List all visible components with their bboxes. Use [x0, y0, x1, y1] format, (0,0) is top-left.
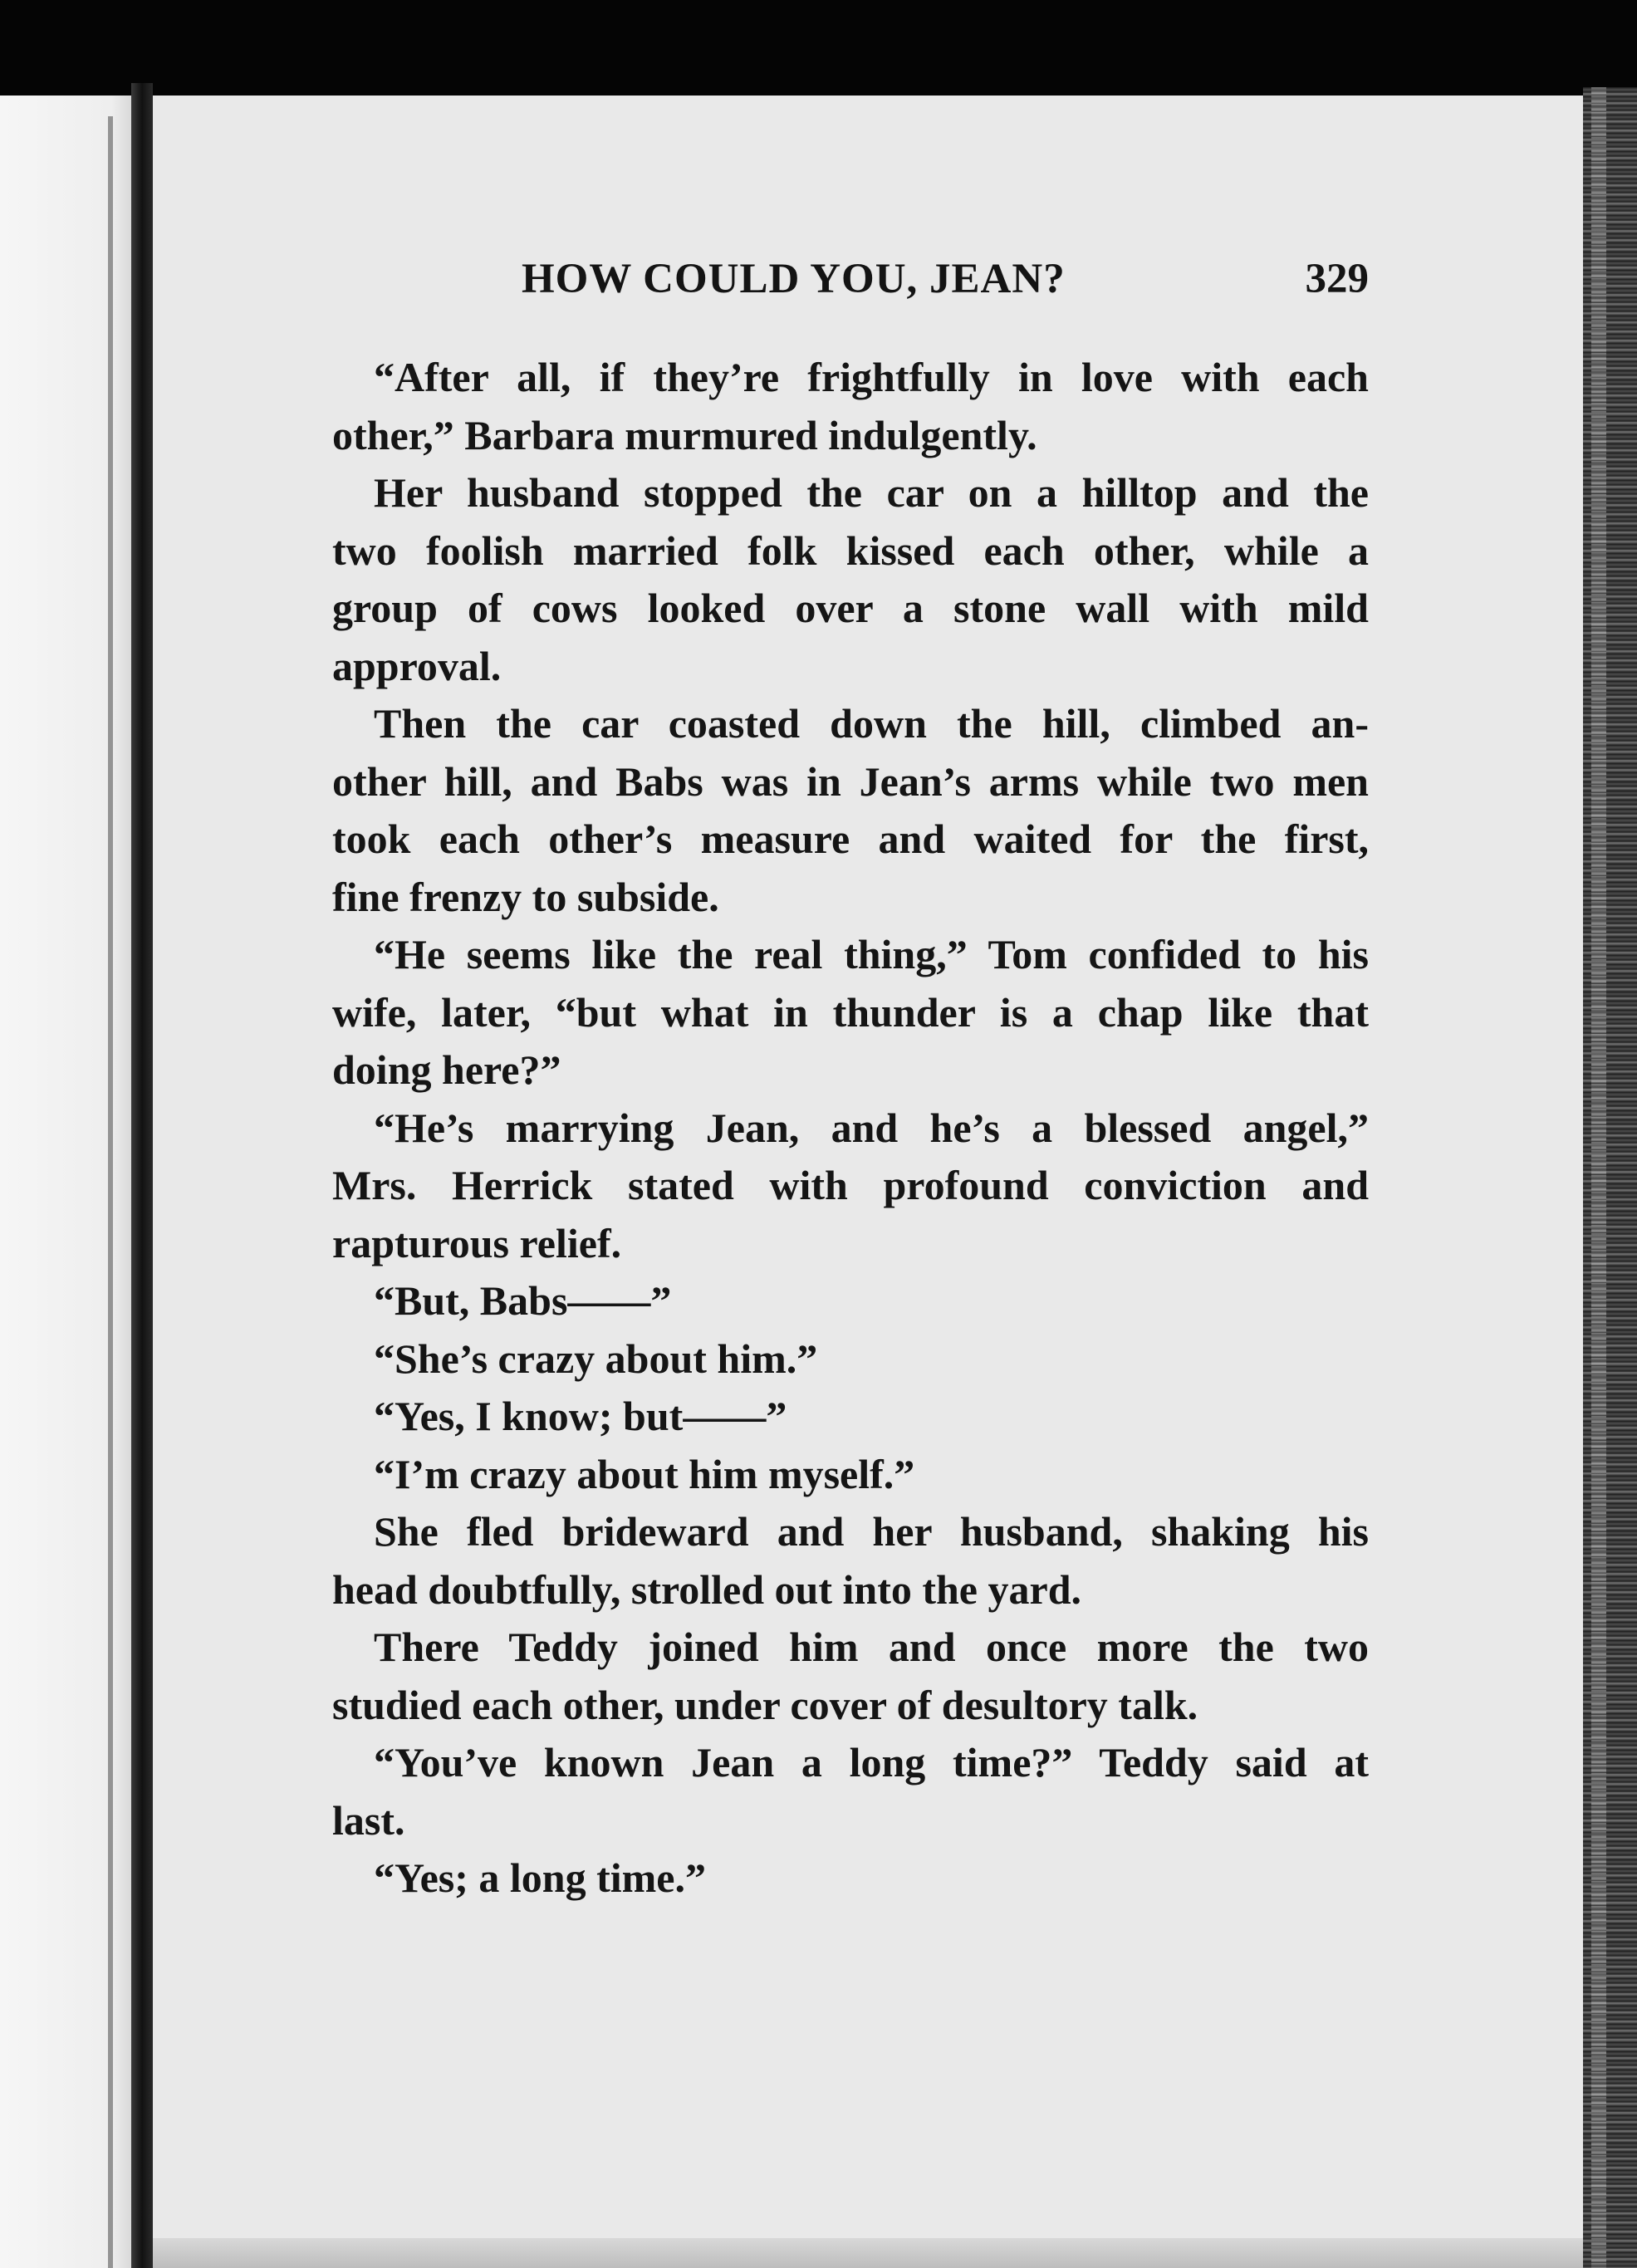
text-line: group of cows looked over a stone wall with mild: [332, 585, 1369, 631]
body-text: [332, 349, 1369, 1908]
text-line: “Yes, I know; but——”: [374, 1393, 787, 1439]
text-line: “She’s crazy about him.”: [374, 1335, 818, 1382]
text-line: “He seems like the real thing,” Tom confided to his: [374, 931, 1369, 977]
running-title: HOW COULD YOU, JEAN?: [522, 256, 1066, 302]
book-spine: [131, 83, 153, 2268]
text-line: other,” Barbara murmured indulgently.: [332, 411, 1037, 458]
text-line: took each other’s measure and waited for the first,: [332, 816, 1369, 862]
text-line: “But, Babs——”: [374, 1277, 672, 1324]
text-line: rapturous relief.: [332, 1219, 622, 1266]
text-line: “He’s marrying Jean, and he’s a blessed angel,”: [374, 1104, 1369, 1151]
text-line: fine frenzy to subside.: [332, 873, 719, 920]
text-line: wife, later, “but what in thunder is a chap like that: [332, 988, 1369, 1036]
page-stack-edge: [1583, 87, 1637, 2268]
text-line: other hill, and Babs was in Jean’s arms while two men: [332, 757, 1369, 805]
text-line: Then the car coasted down the hill, climbed an-: [374, 700, 1369, 747]
scan-top-border: [0, 0, 1637, 96]
text-line: “After all, if they’re frightfully in love with each: [374, 354, 1369, 400]
text-line: Mrs. Herrick stated with profound conviction and: [332, 1162, 1369, 1208]
page-number: 329: [1305, 256, 1369, 302]
text-line: There Teddy joined him and once more the two: [374, 1624, 1369, 1670]
text-line: last.: [332, 1796, 405, 1844]
text-line: She fled brideward and her husband, shaking his: [374, 1508, 1369, 1555]
text-line: doing here?”: [332, 1046, 561, 1093]
text-line: studied each other, under cover of desultory talk.: [332, 1681, 1198, 1728]
running-head: [332, 255, 1369, 313]
text-line: approval.: [332, 642, 502, 689]
spine-shadow: [108, 116, 113, 2268]
text-line: “I’m crazy about him myself.”: [374, 1450, 915, 1497]
text-line: two foolish married folk kissed each other, while a: [332, 527, 1369, 574]
text-line: Her husband stopped the car on a hilltop and the: [374, 469, 1369, 516]
text-line: “You’ve known Jean a long time?” Teddy said at: [374, 1739, 1369, 1785]
page-bottom-edge: [153, 2238, 1583, 2268]
text-line: head doubtfully, strolled out into the yard.: [332, 1565, 1082, 1613]
text-line: “Yes; a long time.”: [374, 1854, 706, 1901]
